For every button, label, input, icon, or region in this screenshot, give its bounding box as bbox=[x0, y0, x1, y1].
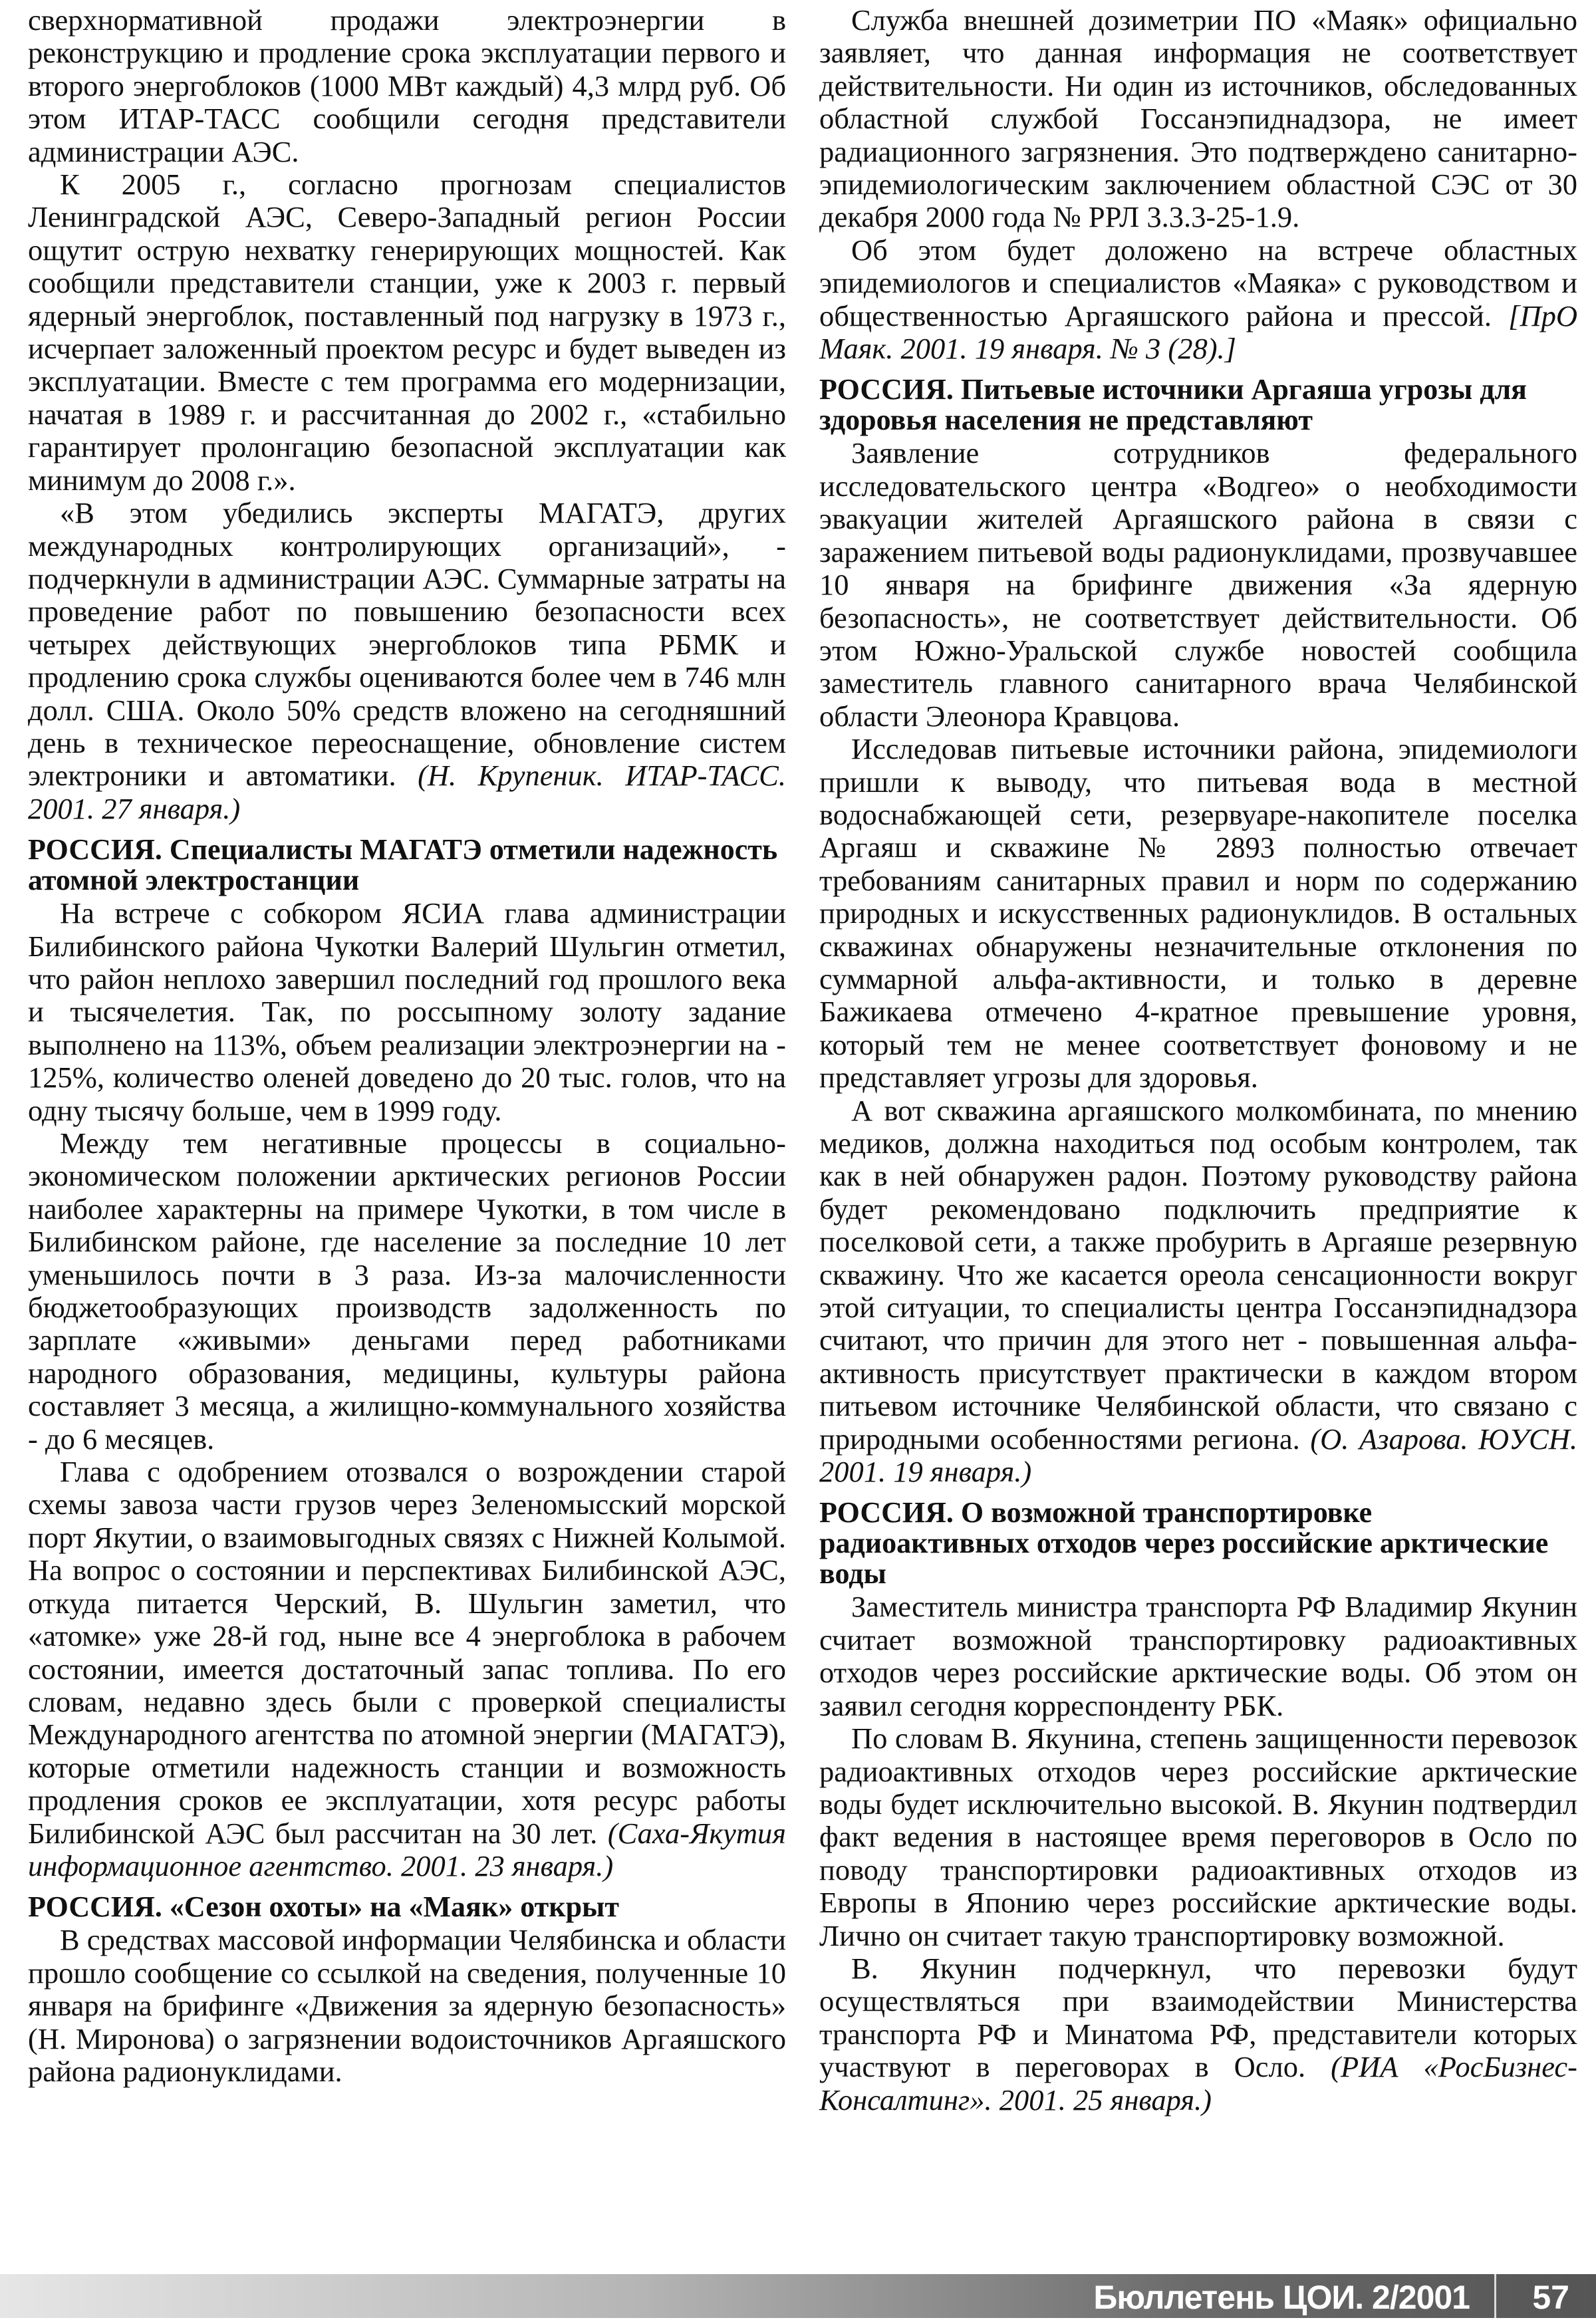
article-paragraph bbox=[819, 1722, 1577, 1952]
paragraph-text: Исследовав питьевые источники района, эпидемиологи пришли к выводу, что питьевая вода в местной водоснабжающей сети, резервуаре-накопителе поселка Аргаяш и скважине № 2893 полностью отвечает требованиям санитарных правил и норм по содержанию природных и искусственных радионуклидов. В остальных скважинах обнаружены незначительные отклонения по суммарной альфа-активности, и только в деревне Бажикаева отмечено 4-кратное превышение уровня, который тем не менее соответствует фоновому и не представляет угрозы для здоровья. bbox=[819, 732, 1577, 1095]
article-paragraph bbox=[819, 437, 1577, 733]
article-paragraph bbox=[819, 1952, 1577, 2117]
article-paragraph bbox=[28, 497, 786, 825]
source-citation: (Саха-Якутия информационное агентство. 2001. 23 января.) bbox=[28, 1816, 786, 1882]
source-citation: [ПрО Маяк. 2001. 19 января. № 3 (28).] bbox=[819, 299, 1577, 366]
article-paragraph bbox=[28, 897, 786, 1127]
article-paragraph bbox=[28, 4, 786, 168]
page-number: 57 bbox=[1532, 2279, 1569, 2316]
paragraph-text: Заместитель министра транспорта РФ Владимир Якунин считает возможной транспортировку радиоактивных отходов через российские арктические воды. Об этом он заявил сегодня корреспонденту РБК. bbox=[819, 1590, 1577, 1722]
article-paragraph bbox=[819, 4, 1577, 234]
source-citation: (О. Азарова. ЮУСН. 2001. 19 января.) bbox=[819, 1422, 1577, 1489]
paragraph-text: сверхнормативной продажи электроэнергии в реконструкцию и продление срока эксплуатации первого и второго энергоблоков (1000 МВт каждый) 4,3 млрд руб. Об этом ИТАР-ТАСС сообщили сегодня представители администрации АЭС. bbox=[28, 3, 786, 168]
source-citation: (Н. Крупеник. ИТАР-ТАСС. 2001. 27 января.) bbox=[28, 759, 786, 825]
left-column bbox=[28, 4, 786, 2088]
paragraph-text: Глава с одобрением отозвался о возрождении старой схемы завоза части грузов через Зеленомысский морской порт Якутии, о взаимовыгодных связях с Нижней Колымой. На вопрос о состоянии и перспективах Билибинской АЭС, откуда питается Черский, В. Шульгин заметил, что «атомке» уже 28-й год, ныне все 4 энергоблока в рабочем состоянии, имеется достаточный запас топлива. По его словам, недавно здесь были с проверкой специалисты Международного агентства по атомной энергии (МАГАТЭ), которые отметили надежность станции и возможность продления сроков ее эксплуатации, хотя ресурс работы Билибинской АЭС был рассчитан на 30 лет. bbox=[28, 1455, 786, 1850]
footer-divider bbox=[1494, 2274, 1496, 2318]
paragraph-text: К 2005 г., согласно прогнозам специалистов Ленинградской АЭС, Северо-Западный регион России ощутит острую нехватку генерирующих мощностей. Как сообщили представители станции, уже к 2003 г. первый ядерный энергоблок, поставленный под нагрузку в 1973 г., исчерпает заложенный проектом ресурс и будет выведен из эксплуатации. Вместе с тем программа его модернизации, начатая в 1989 г. и рассчитанная до 2002 г., «стабильно гарантирует пролонгацию безопасной эксплуатации как минимум до 2008 г.». bbox=[28, 168, 786, 497]
article-paragraph bbox=[819, 1095, 1577, 1489]
article-paragraph bbox=[819, 1591, 1577, 1722]
article-paragraph bbox=[819, 234, 1577, 366]
paragraph-text: «В этом убедились эксперты МАГАТЭ, других международных контролирующих организаций», - подчеркнули в администрации АЭС. Суммарные затраты на проведение работ по повышению безопасности всех четырех действующих энергоблоков типа РБМК и продлению срока службы оцениваются более чем в 746 млн долл. США. Около 50% средств вложено на сегодняшний день в техническое переоснащение, обновление систем электроники и автоматики. bbox=[28, 496, 786, 793]
article-headline: РОССИЯ. Специалисты МАГАТЭ отметили надежность атомной электростанции bbox=[28, 833, 778, 897]
article-paragraph bbox=[819, 733, 1577, 1094]
paragraph-text: В. Якунин подчеркнул, что перевозки будут осуществляться при взаимодействии Министерства транспорта РФ и Минатома РФ, представители которых участвуют в переговорах в Осло. bbox=[819, 1951, 1577, 2084]
paragraph-text: В средствах массовой информации Челябинска и области прошло сообщение со ссылкой на сведения, полученные 10 января на брифинге «Движения за ядерную безопасность» (Н. Миронова) о загрязнении водоисточников Аргаяшского района радионуклидами. bbox=[28, 1923, 786, 2088]
paragraph-text: Об этом будет доложено на встрече областных эпидемиологов и специалистов «Маяка» с руководством и общественностью Аргаяшского района и прессой. bbox=[819, 233, 1577, 332]
right-column bbox=[819, 4, 1577, 2117]
paragraph-text: Служба внешней дозиметрии ПО «Маяк» официально заявляет, что данная информация не соответствует действительности. Ни один из источников, обследованных областной службой Госсанэпиднадзора, не имеет радиационного загрязнения. Это подтверждено санитарно-эпидемиологическим заключением областной СЭС от 30 декабря 2000 года № РРЛ 3.3.3-25-1.9. bbox=[819, 3, 1577, 234]
paragraph-text: Между тем негативные процессы в социально-экономическом положении арктических регионов России наиболее характерны на примере Чукотки, в том числе в Билибинском районе, где население за последние 10 лет уменьшилось почти в 3 раза. Из-за малочисленности бюджетообразующих производств задолженность по зарплате «живыми» деньгами перед работниками народного образования, медицины, культуры района составляет 3 месяца, а жилищно-коммунального хозяйства - до 6 месяцев. bbox=[28, 1126, 786, 1456]
source-citation: (РИА «РосБизнес-Консалтинг». 2001. 25 января.) bbox=[819, 2050, 1577, 2117]
page-footer bbox=[0, 2274, 1596, 2318]
article-headline: РОССИЯ. Питьевые источники Аргаяша угрозы для здоровья населения не представляют bbox=[819, 373, 1527, 437]
article-paragraph bbox=[28, 1924, 786, 2088]
paragraph-text: Заявление сотрудников федерального исследовательского центра «Водгео» о необходимости эвакуации жителей Аргаяшского района в связи с заражением питьевой воды радионуклидами, прозвучавшее 10 января на брифинге движения «За ядерную безопасность», не соответствует действительности. Об этом Южно-Уральской службе новостей сообщила заместитель главного санитарного врача Челябинской области Элеонора Кравцова. bbox=[819, 436, 1577, 733]
article-headline: РОССИЯ. О возможной транспортировке радиоактивных отходов через российские арктические воды bbox=[819, 1496, 1549, 1591]
article-paragraph bbox=[28, 168, 786, 497]
paragraph-text: По словам В. Якунина, степень защищенности перевозок радиоактивных отходов через российские арктические воды будет исключительно высокой. В. Якунин подтвердил факт ведения в настоящее время переговоров в Осло по поводу транспортировки радиоактивных отходов из Европы в Японию через российские арктические воды. Лично он считает такую транспортировку возможной. bbox=[819, 1722, 1577, 1952]
article-paragraph bbox=[28, 1127, 786, 1456]
article-headline: РОССИЯ. «Сезон охоты» на «Маяк» открыт bbox=[28, 1890, 620, 1924]
paragraph-text: На встрече с собкором ЯСИА глава администрации Билибинского района Чукотки Валерий Шульгин отметил, что район неплохо завершил последний год прошлого века и тысячелетия. Так, по россыпному золоту задание выполнено на 113%, объем реализации электроэнергии на - 125%, количество оленей доведено до 20 тыс. голов, что на одну тысячу больше, чем в 1999 году. bbox=[28, 896, 786, 1127]
publication-title: Бюллетень ЦОИ. 2/2001 bbox=[1093, 2279, 1470, 2316]
article-paragraph bbox=[28, 1456, 786, 1882]
paragraph-text: А вот скважина аргаяшского молкомбината, по мнению медиков, должна находиться под особым контролем, так как в ней обнаружен радон. Поэтому руководству района будет рекомендовано подключить предприятие к поселковой сети, а также пробурить в Аргаяше резервную скважину. Что же касается ореола сенсационности вокруг этой ситуации, то специалисты центра Госсанэпиднадзора считают, что причин для этого нет - повышенная альфа-активность присутствует практически в каждом втором питьевом источнике Челябинской области, что связано с природными особенностями региона. bbox=[819, 1093, 1577, 1456]
